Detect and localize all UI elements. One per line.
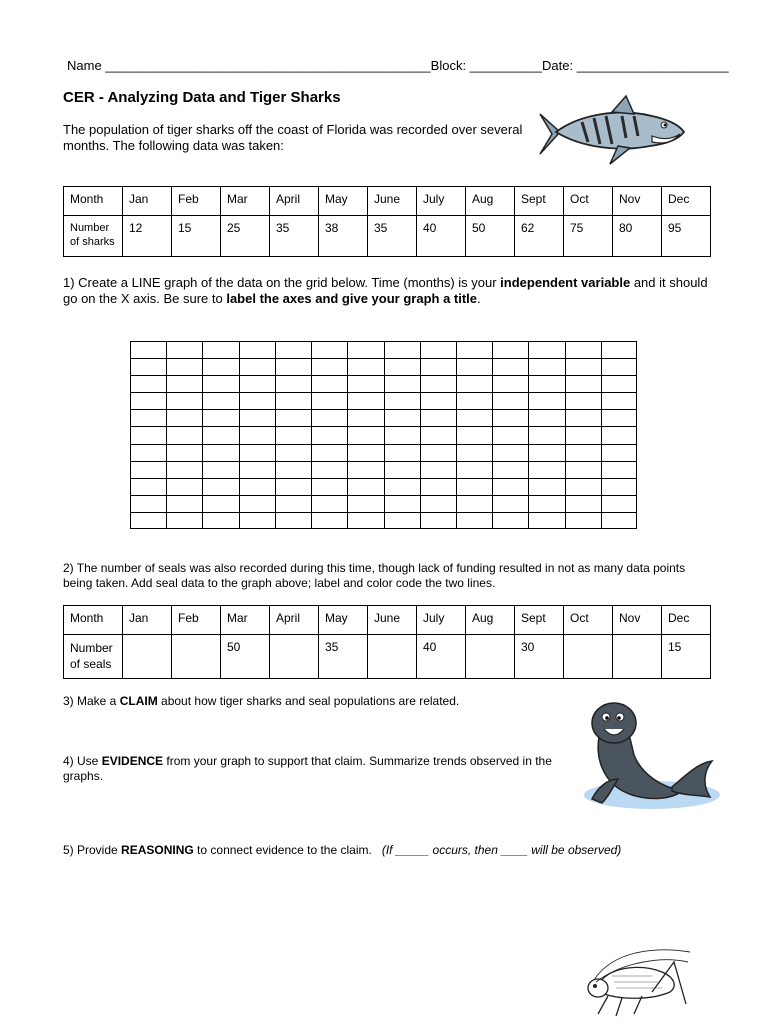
seal-value-cell: 35 bbox=[319, 635, 368, 679]
shark-value-cell: 62 bbox=[515, 216, 564, 257]
seal-value-cell bbox=[613, 635, 662, 679]
shark-value-cell: 35 bbox=[270, 216, 319, 257]
shark-value-cell: 25 bbox=[221, 216, 270, 257]
header-line bbox=[67, 58, 729, 73]
month-cell: July bbox=[417, 606, 466, 635]
question-4 bbox=[63, 754, 553, 784]
q1-text: . bbox=[477, 291, 481, 306]
month-cell: May bbox=[319, 606, 368, 635]
month-header: Month bbox=[64, 606, 123, 635]
grid-border bbox=[131, 342, 637, 529]
q1-text: 1) Create a LINE graph of the data on the grid below. Time (months) is your bbox=[63, 275, 501, 290]
shark-data-table bbox=[63, 186, 711, 257]
block-label: Block: bbox=[430, 58, 467, 73]
month-cell: Nov bbox=[613, 187, 662, 216]
q3-bold-claim: CLAIM bbox=[119, 694, 158, 708]
name-label: Name bbox=[67, 58, 102, 73]
question-2: 2) The number of seals was also recorded during this time, though lack of funding resulted in not as many data points being taken. Add seal data to the graph above; label and color code the two lines. bbox=[63, 561, 686, 590]
seal-data-table bbox=[63, 605, 711, 679]
table-row bbox=[64, 635, 711, 679]
month-cell: Sept bbox=[515, 606, 564, 635]
month-cell: Feb bbox=[172, 606, 221, 635]
month-cell: April bbox=[270, 606, 319, 635]
date-blank[interactable]: _____________________ bbox=[576, 58, 729, 73]
q3-text: 3) Make a bbox=[63, 694, 120, 708]
shark-value-cell: 95 bbox=[662, 216, 711, 257]
name-blank[interactable]: _____________________________________________ bbox=[105, 58, 431, 73]
seal-value-cell bbox=[172, 635, 221, 679]
seal-value-cell bbox=[368, 635, 417, 679]
seal-value-cell bbox=[123, 635, 172, 679]
month-cell: July bbox=[417, 187, 466, 216]
seal-illustration bbox=[562, 695, 722, 815]
question-5 bbox=[63, 843, 713, 858]
month-cell: Nov bbox=[613, 606, 662, 635]
month-cell: Sept bbox=[515, 187, 564, 216]
blank-graph-grid[interactable] bbox=[130, 341, 637, 529]
q1-text: and it should go on the X axis. Be sure to bbox=[63, 275, 708, 306]
table-header-row bbox=[64, 606, 711, 635]
q5-text: to connect evidence to the claim. bbox=[193, 843, 382, 857]
month-cell: Aug bbox=[466, 606, 515, 635]
month-cell: Oct bbox=[564, 606, 613, 635]
month-cell: Jan bbox=[123, 606, 172, 635]
q5-bold-reasoning: REASONING bbox=[121, 843, 194, 857]
seal-value-cell: 40 bbox=[417, 635, 466, 679]
month-cell: May bbox=[319, 187, 368, 216]
seal-value-cell bbox=[466, 635, 515, 679]
month-cell: Mar bbox=[221, 187, 270, 216]
month-cell: Dec bbox=[662, 606, 711, 635]
q4-text: 4) Use bbox=[63, 754, 102, 768]
date-label: Date: bbox=[542, 58, 574, 73]
q1-bold-label-axes: label the axes and give your graph a title bbox=[226, 291, 478, 306]
month-cell: Mar bbox=[221, 606, 270, 635]
seal-value-cell: 30 bbox=[515, 635, 564, 679]
shark-value-cell: 75 bbox=[564, 216, 613, 257]
shark-value-cell: 38 bbox=[319, 216, 368, 257]
shark-value-cell: 35 bbox=[368, 216, 417, 257]
shark-row-label: Number of sharks bbox=[64, 216, 123, 257]
shark-value-cell: 15 bbox=[172, 216, 221, 257]
seal-value-cell bbox=[270, 635, 319, 679]
q1-bold-independent: independent variable bbox=[500, 275, 631, 290]
month-cell: Aug bbox=[466, 187, 515, 216]
seal-value-cell bbox=[564, 635, 613, 679]
month-cell: Jan bbox=[123, 187, 172, 216]
shark-value-cell: 40 bbox=[417, 216, 466, 257]
intro-paragraph: The population of tiger sharks off the coast of Florida was recorded over several months. The following data was taken: bbox=[63, 122, 523, 153]
q5-text: 5) Provide bbox=[63, 843, 122, 857]
shark-value-cell: 50 bbox=[466, 216, 515, 257]
q5-italic-hint: (If _____ occurs, then ____ will be observed) bbox=[381, 843, 622, 857]
seal-value-cell: 50 bbox=[221, 635, 270, 679]
month-cell: June bbox=[368, 187, 417, 216]
q4-text: from your graph to support that claim. Summarize trends observed in the graphs. bbox=[63, 754, 552, 783]
month-cell: April bbox=[270, 187, 319, 216]
shark-value-cell: 80 bbox=[613, 216, 662, 257]
q4-bold-evidence: EVIDENCE bbox=[101, 754, 164, 768]
seal-value-cell: 15 bbox=[662, 635, 711, 679]
month-cell: Feb bbox=[172, 187, 221, 216]
q3-text: about how tiger sharks and seal populations are related. bbox=[157, 694, 460, 708]
seal-row-label: Number of seals bbox=[64, 635, 123, 679]
block-blank[interactable]: __________ bbox=[469, 58, 543, 73]
month-cell: Oct bbox=[564, 187, 613, 216]
question-1 bbox=[63, 275, 713, 307]
month-cell: June bbox=[368, 606, 417, 635]
shark-value-cell: 12 bbox=[123, 216, 172, 257]
month-cell: Dec bbox=[662, 187, 711, 216]
table-row bbox=[64, 216, 711, 257]
tiger-shark-illustration bbox=[530, 92, 688, 172]
month-header: Month bbox=[64, 187, 123, 216]
table-header-row bbox=[64, 187, 711, 216]
cricket-illustration bbox=[582, 942, 692, 1022]
page-title: CER - Analyzing Data and Tiger Sharks bbox=[63, 89, 341, 106]
